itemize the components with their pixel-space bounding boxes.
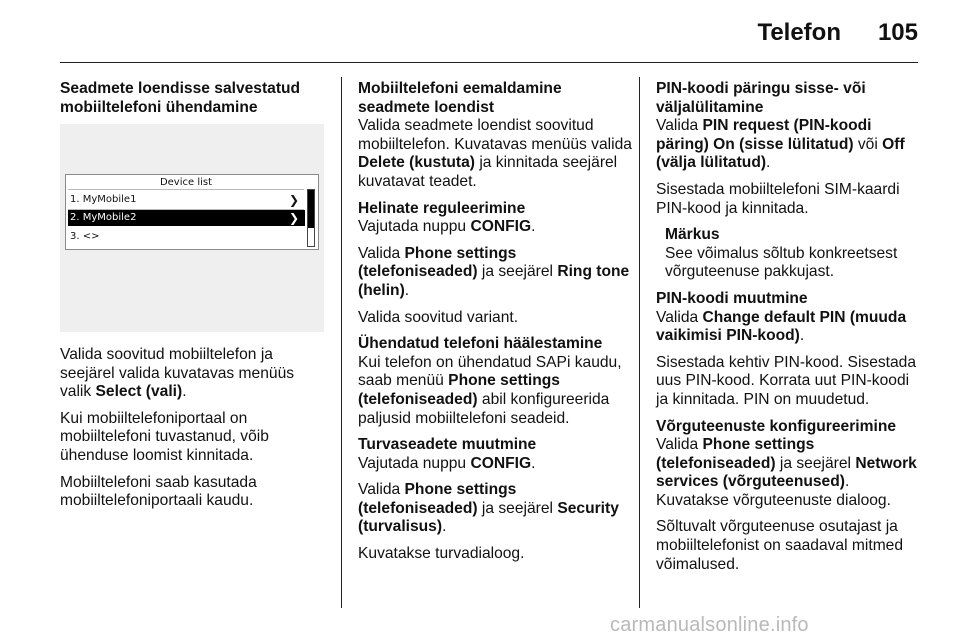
note-text: See võimalus sõltub konkreetsest võrguteenuse pakkujast. xyxy=(665,244,898,281)
menu-option: Phone settings (telefoniseaded) xyxy=(358,244,517,281)
section xyxy=(656,80,922,282)
section-heading: Turvaseadete muutmine xyxy=(358,436,537,454)
text: Kui telefon on ühendatud SAPi kaudu, saab menüü xyxy=(358,353,622,390)
section-heading: Ühendatud telefoni häälestamine xyxy=(358,335,603,353)
section-heading: Helinate reguleerimine xyxy=(358,199,526,217)
paragraph xyxy=(656,436,922,510)
section-heading: PIN-koodi muutmine xyxy=(656,289,808,307)
paragraph xyxy=(656,117,922,173)
paragraph: Sisestada mobiiltelefoni SIM-kaardi PIN-kood ja kinnitada. xyxy=(656,180,900,217)
scrollbar-thumb[interactable] xyxy=(308,190,314,228)
section xyxy=(358,80,634,192)
page-number: 105 xyxy=(877,19,918,46)
text: ja kinnitada seejärel kuvatavat teadet. xyxy=(358,154,618,190)
device-list-figure xyxy=(60,124,324,332)
text: Valida xyxy=(656,117,703,135)
text: ja seejärel xyxy=(477,263,558,281)
menu-option: Delete (kustuta) xyxy=(358,154,475,172)
paragraph: Kui mobiiltelefoniportaal on mobiiltelefoni tuvastanud, võib ühenduse loomist kinnitada. xyxy=(60,409,269,464)
device-list-item-label: 2. MyMobile2 xyxy=(70,212,137,223)
menu-option: Select (vali) xyxy=(95,383,183,401)
text: . xyxy=(182,383,187,401)
text: . xyxy=(766,154,771,172)
text: . xyxy=(531,454,536,472)
section-heading: Mobiiltelefoni eemaldamine seadmete loendist xyxy=(358,80,562,116)
column-1-body xyxy=(60,346,328,519)
text: . xyxy=(442,518,447,536)
text: abil konfigureerida paljusid mobiiltelefoni seadeid. xyxy=(358,390,610,427)
paragraph: Valida soovitud variant. xyxy=(358,308,519,326)
section xyxy=(358,436,634,564)
paragraph xyxy=(60,346,328,402)
paragraph xyxy=(358,117,634,191)
paragraph: Kuvatakse turvadialoog. xyxy=(358,545,525,563)
menu-option: Phone settings (telefoniseaded) xyxy=(656,436,815,472)
section xyxy=(656,418,922,575)
page-header xyxy=(0,16,958,50)
paragraph xyxy=(358,354,634,428)
column-3 xyxy=(656,80,922,582)
section-title: Telefon xyxy=(757,19,841,46)
text: Valida xyxy=(656,308,703,326)
text: Valida soovitud mobiiltelefon ja seejärel valida kuvatavas menüüs valik xyxy=(60,346,295,401)
note-title: Märkus xyxy=(665,226,720,244)
menu-option: Network services (võrguteenused) xyxy=(656,454,917,491)
paragraph: Mobiiltelefoni saab kasutada mobiiltelefoniportaali kaudu. xyxy=(60,473,257,510)
text: Vajutada nuppu xyxy=(358,454,471,472)
device-list-item[interactable] xyxy=(68,192,305,208)
paragraph: Sõltuvalt võrguteenuse osutajast ja mobiiltelefonist on saadaval mitmed võimalused. xyxy=(656,518,904,573)
menu-option: Phone settings (telefoniseaded) xyxy=(358,481,517,517)
column-2 xyxy=(358,80,634,572)
section xyxy=(656,290,922,410)
text: või xyxy=(853,135,883,153)
menu-option: Off (välja lülitatud) xyxy=(656,135,905,172)
column-1 xyxy=(60,80,328,117)
paragraph xyxy=(358,245,634,301)
text: . xyxy=(531,218,536,236)
section xyxy=(358,200,634,328)
section-heading: Võrguteenuste konfigureerimine xyxy=(656,417,897,435)
column-divider xyxy=(639,77,640,608)
column-divider xyxy=(341,77,342,608)
text: Valida xyxy=(358,481,405,499)
menu-option: PIN request (PIN-koodi päring) On (sisse lülitatud) xyxy=(656,117,872,153)
section xyxy=(358,335,634,428)
paragraph xyxy=(358,481,634,537)
paragraph xyxy=(656,309,922,346)
device-list-item[interactable] xyxy=(68,229,305,245)
menu-option: Change default PIN (muuda vaikimisi PIN-kood) xyxy=(656,308,907,345)
header-rule xyxy=(60,62,918,63)
device-list-item-selected[interactable] xyxy=(68,210,305,226)
text: . Kuvatakse võrguteenuste dialoog. xyxy=(656,473,891,509)
text: . xyxy=(404,281,410,299)
menu-option: Security (turvalisus) xyxy=(358,499,619,536)
button-name: CONFIG xyxy=(470,454,532,472)
device-list-item-label: 3. <> xyxy=(70,231,100,242)
text: Valida xyxy=(358,244,405,262)
device-list-title: Device list xyxy=(159,177,213,188)
menu-option: Phone settings (telefoniseaded) xyxy=(358,372,560,408)
device-list-item-label: 1. MyMobile1 xyxy=(70,194,137,205)
note-box xyxy=(665,226,922,282)
text: Valida seadmete loendist soovitud mobiiltelefon. Kuvatavas menüüs valida xyxy=(358,117,632,153)
device-list-screen xyxy=(65,174,319,250)
text: Valida xyxy=(656,436,703,454)
paragraph xyxy=(358,218,634,237)
section-heading: Seadmete loendisse salvestatud mobiiltelefoni ühendamine xyxy=(60,80,301,116)
text: Vajutada nuppu xyxy=(358,218,471,236)
text: . xyxy=(799,327,805,345)
paragraph xyxy=(358,455,634,474)
text: ja seejärel xyxy=(775,454,856,472)
menu-option: Ring tone (helin) xyxy=(358,263,630,299)
button-name: CONFIG xyxy=(470,218,532,236)
divider xyxy=(68,189,304,190)
section-heading: PIN-koodi päringu sisse- või väljalülitamine xyxy=(656,80,866,116)
scrollbar[interactable] xyxy=(307,189,315,247)
chevron-right-icon: ❯ xyxy=(288,211,299,225)
watermark: carmanualsonline.info xyxy=(610,614,809,636)
chevron-right-icon: ❯ xyxy=(288,193,299,207)
text: ja seejärel xyxy=(477,499,558,517)
paragraph: Sisestada kehtiv PIN-kood. Sisestada uus PIN-kood. Korrata uut PIN-koodi ja kinnitada. PIN on muudetud. xyxy=(656,353,917,408)
